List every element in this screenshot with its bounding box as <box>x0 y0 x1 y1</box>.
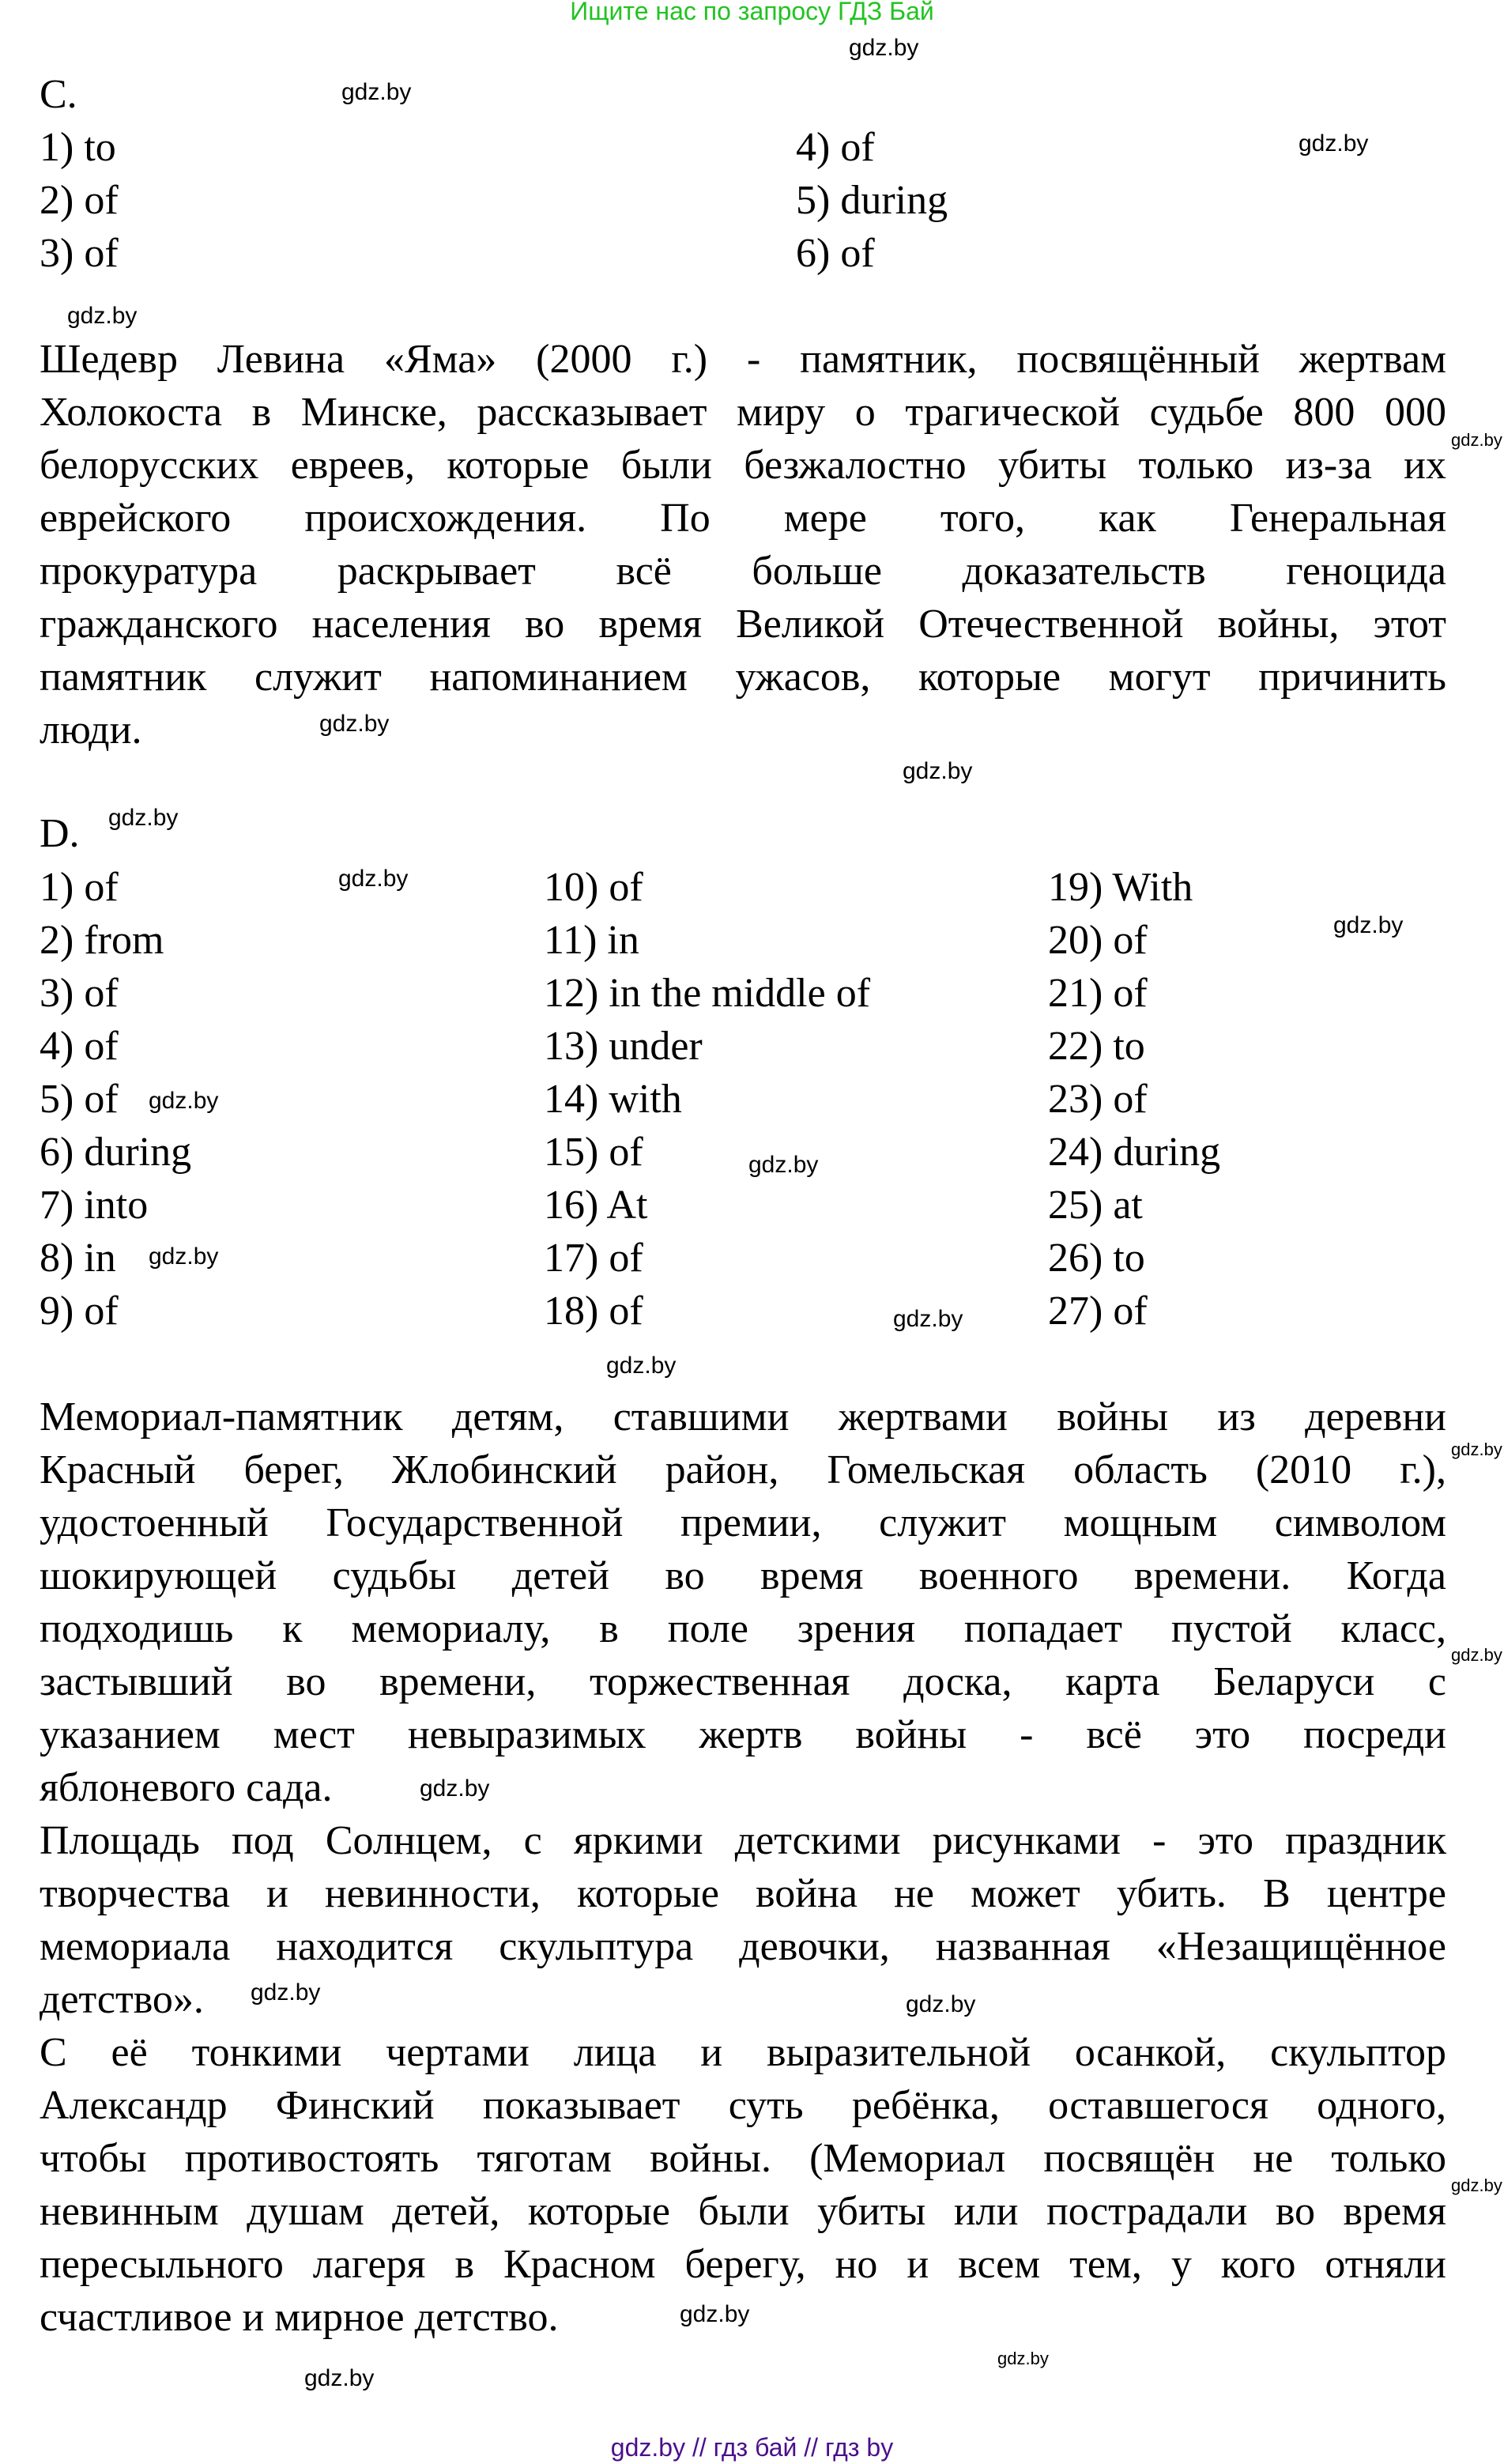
answer-item: 10) of <box>544 865 643 910</box>
answer-item: 3) of <box>40 971 119 1016</box>
text-line: чтобы противостоять тяготам войны. (Мемориал посвящён не только <box>40 2136 1446 2181</box>
text-line: Холокоста в Минске, рассказывает миру о трагической судьбе 800 000 <box>40 390 1446 435</box>
section-c-answers-col1 <box>40 121 119 280</box>
text-line: пересыльного лагеря в Красном берегу, но и всем тем, у кого отняли <box>40 2242 1446 2287</box>
watermark: gdz.by <box>67 303 138 329</box>
paragraph-sculpture <box>40 2026 1446 2344</box>
watermark: gdz.by <box>680 2301 750 2327</box>
watermark: gdz.by <box>304 2365 375 2391</box>
answer-item: 24) during <box>1048 1130 1221 1175</box>
answer-item: 23) of <box>1048 1077 1148 1122</box>
answer-item: 26) to <box>1048 1236 1145 1281</box>
answer-item: 8) in <box>40 1236 116 1281</box>
answer-item: 25) at <box>1048 1183 1143 1228</box>
section-d-answers-col3 <box>1048 861 1220 1338</box>
watermark: gdz.by <box>849 35 919 61</box>
answer-item: 4) of <box>40 1024 119 1069</box>
text-line: мемориала находится скульптура девочки, названная «Незащищённое <box>40 1924 1446 1969</box>
watermark: gdz.by <box>319 711 390 737</box>
watermark: gdz.by <box>251 1979 321 2006</box>
answer-item: 11) in <box>544 918 639 963</box>
answer-item: 21) of <box>1048 971 1148 1016</box>
text-line: прокуратура раскрывает всё больше доказательств геноцида <box>40 549 1446 594</box>
watermark: gdz.by <box>1333 912 1404 938</box>
watermark: gdz.by <box>997 2349 1049 2368</box>
watermark: gdz.by <box>420 1775 490 1802</box>
answer-item: 5) of <box>40 1077 119 1122</box>
text-line: подходишь к мемориалу, в поле зрения попадает пустой класс, <box>40 1606 1446 1651</box>
answer-item: 4) of <box>796 125 875 170</box>
watermark: gdz.by <box>1299 130 1369 157</box>
watermark: gdz.by <box>748 1152 819 1178</box>
watermark: gdz.by <box>149 1243 219 1270</box>
text-line: творчества и невинности, которые война не может убить. В центре <box>40 1871 1446 1916</box>
text-line: застывший во времени, торжественная доска, карта Беларуси с <box>40 1659 1446 1704</box>
watermark: gdz.by <box>338 866 409 892</box>
watermark: gdz.by <box>1451 1645 1502 1665</box>
watermark: gdz.by <box>1451 430 1502 450</box>
text-line: еврейского происхождения. По мере того, как Генеральная <box>40 496 1446 541</box>
text-line: Шедевр Левина «Яма» (2000 г.) - памятник, посвящённый жертвам <box>40 337 1446 382</box>
watermark: gdz.by <box>149 1088 219 1114</box>
footer-links[interactable]: gdz.by // гдз бай // гдз by <box>610 2433 894 2462</box>
text-line: Александр Финский показывает суть ребёнка, оставшегося одного, <box>40 2083 1446 2128</box>
answer-item: 5) during <box>796 178 948 223</box>
text-line: указанием мест невыразимых жертв войны - всё это посреди <box>40 1712 1446 1757</box>
watermark: gdz.by <box>906 1991 976 2017</box>
answer-item: 16) At <box>544 1183 648 1228</box>
watermark: gdz.by <box>893 1306 963 1332</box>
section-c-answers-col2 <box>796 121 948 280</box>
text-line: люди. <box>40 708 142 753</box>
text-line: невинным душам детей, которые были убиты или пострадали во время <box>40 2189 1446 2234</box>
answer-item: 12) in the middle of <box>544 971 871 1016</box>
answer-item: 20) of <box>1048 918 1148 963</box>
text-line: гражданского населения во время Великой Отечественной войны, этот <box>40 602 1446 647</box>
answer-item: 18) of <box>544 1289 643 1334</box>
text-line: шокирующей судьбы детей во время военного времени. Когда <box>40 1553 1446 1598</box>
text-line: Площадь под Солнцем, с яркими детскими рисунками - это праздник <box>40 1818 1446 1863</box>
text-line: яблоневого сада. <box>40 1765 333 1810</box>
answer-item: 14) with <box>544 1077 682 1122</box>
answer-item: 9) of <box>40 1289 119 1334</box>
answer-item: 2) from <box>40 918 164 963</box>
text-line: С её тонкими чертами лица и выразительной осанкой, скульптор <box>40 2030 1446 2075</box>
text-line: белорусских евреев, которые были безжалостно убиты только из-за их <box>40 443 1446 488</box>
answer-item: 13) under <box>544 1024 703 1069</box>
text-line: памятник служит напоминанием ужасов, которые могут причинить <box>40 655 1446 700</box>
text-line: удостоенный Государственной премии, служит мощным символом <box>40 1500 1446 1545</box>
answer-item: 15) of <box>544 1130 643 1175</box>
text-line: счастливое и мирное детство. <box>40 2295 559 2340</box>
watermark: gdz.by <box>108 805 179 831</box>
answer-item: 6) during <box>40 1130 192 1175</box>
answer-item: 22) to <box>1048 1024 1145 1069</box>
watermark: gdz.by <box>903 758 973 784</box>
answer-item: 27) of <box>1048 1289 1148 1334</box>
answer-item: 17) of <box>544 1236 643 1281</box>
text-line: Красный берег, Жлобинский район, Гомельская область (2010 г.), <box>40 1447 1446 1492</box>
watermark: gdz.by <box>1451 1440 1502 1459</box>
watermark: gdz.by <box>606 1353 677 1379</box>
paragraph-memorial <box>40 1390 1446 1814</box>
text-line: Мемориал-памятник детям, ставшими жертвами войны из деревни <box>40 1394 1446 1440</box>
section-d-answers-col2 <box>544 861 870 1338</box>
answer-item: 6) of <box>796 231 875 276</box>
answer-item: 2) of <box>40 178 119 223</box>
search-banner: Ищите нас по запросу ГДЗ Бай <box>570 0 934 25</box>
answer-item: 3) of <box>40 231 119 276</box>
answer-item: 1) of <box>40 865 119 910</box>
answer-item: 19) With <box>1048 865 1193 910</box>
section-c-label: C. <box>40 72 77 117</box>
text-line: детство». <box>40 1977 204 2022</box>
answer-item: 1) to <box>40 125 116 170</box>
watermark: gdz.by <box>341 79 412 105</box>
paragraph-yama <box>40 333 1446 757</box>
watermark: gdz.by <box>1451 2175 1502 2195</box>
answer-item: 7) into <box>40 1183 149 1228</box>
section-d-label: D. <box>40 811 80 856</box>
